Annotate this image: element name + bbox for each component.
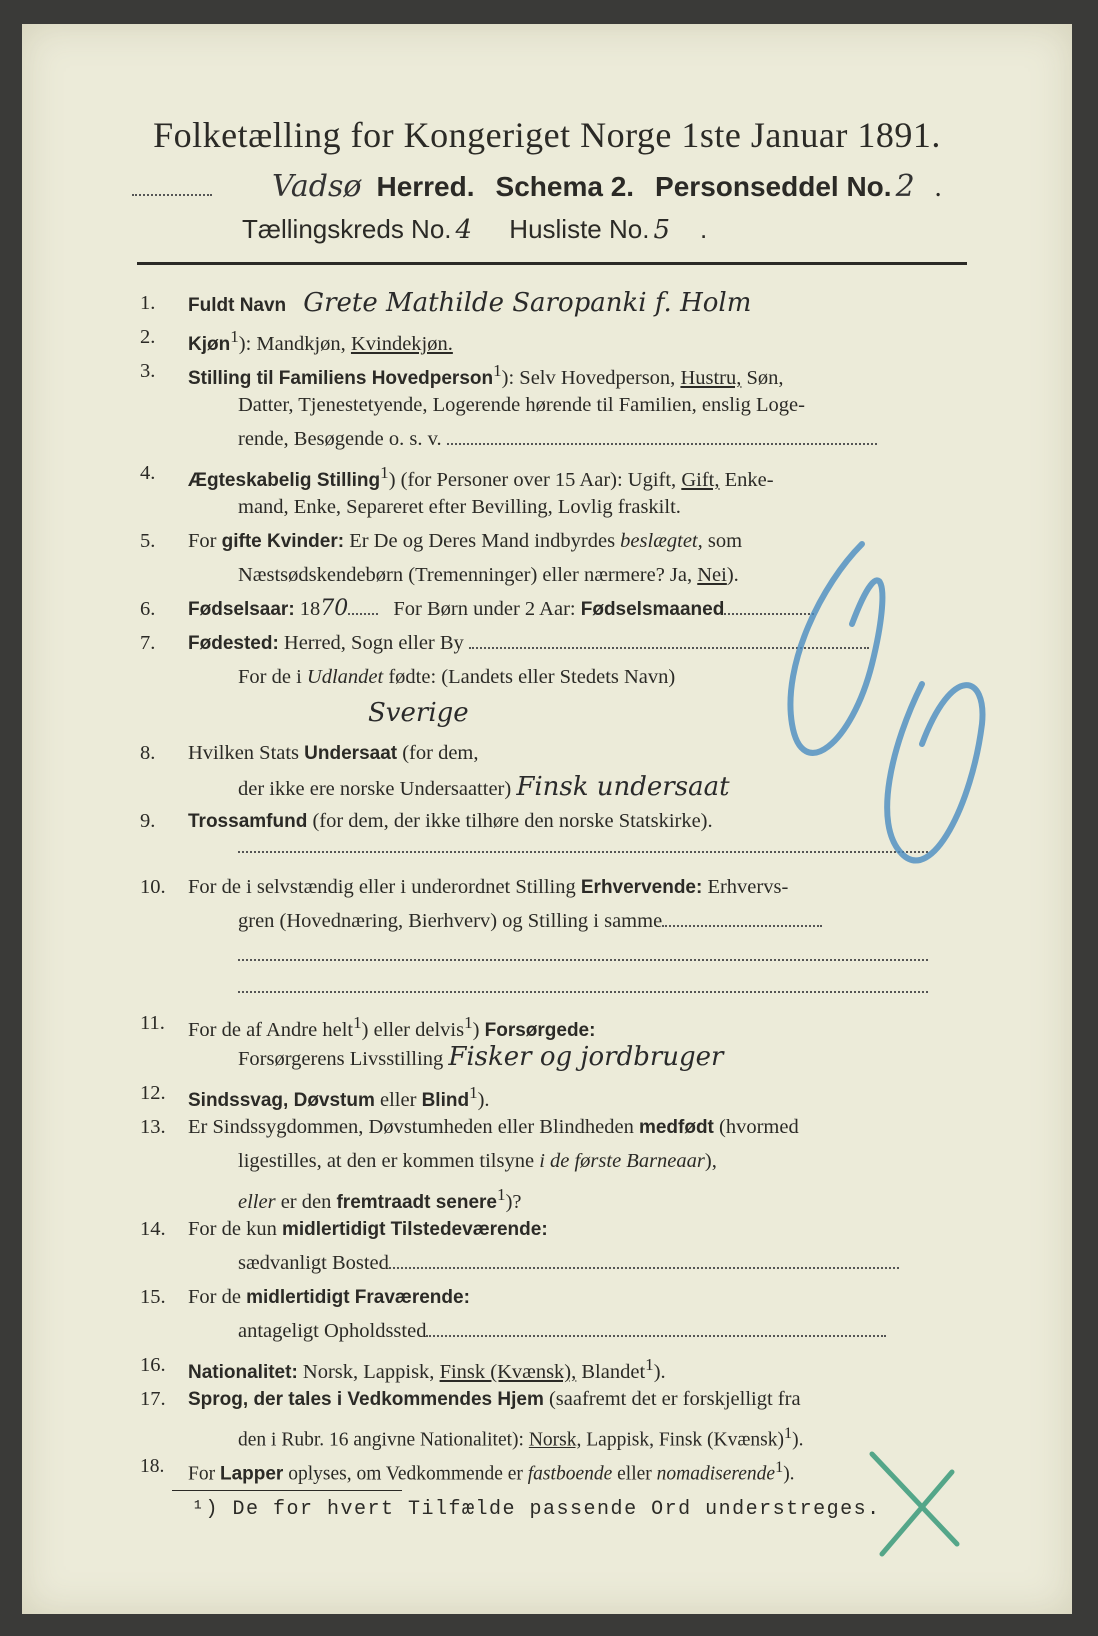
item-text: Enke- xyxy=(724,468,774,491)
item-text: For de kun xyxy=(188,1218,277,1240)
item-text: For xyxy=(188,530,217,552)
item-label: Erhvervende: xyxy=(580,877,703,898)
item-number: 3. xyxy=(140,360,156,382)
item-text: oplyses, om Vedkommende er xyxy=(288,1463,523,1485)
personseddel-value: 2 xyxy=(895,169,915,204)
item-text: )? xyxy=(505,1190,522,1213)
item-label: Fødselsaar: xyxy=(188,599,295,620)
item-text: 18 xyxy=(299,598,321,620)
item-number: 9. xyxy=(140,810,156,832)
item-text: Norsk, Lappisk, xyxy=(302,1360,435,1383)
item-text: er den xyxy=(280,1190,332,1213)
husliste-label: Husliste No. xyxy=(509,214,650,244)
item-number: 13. xyxy=(140,1116,166,1138)
selected-option: Kvindekjøn. xyxy=(350,332,453,355)
full-name-value: Grete Mathilde Saropanki f. Holm xyxy=(303,288,752,318)
item-number: 14. xyxy=(140,1218,166,1240)
item-label: gifte Kvinder: xyxy=(221,531,345,552)
item-number: 18. xyxy=(140,1456,165,1477)
item-text: ligestilles, at den er kommen tilsyne xyxy=(238,1150,535,1172)
birthplace-value: Sverige xyxy=(368,698,469,728)
item-text: ) xyxy=(472,1018,480,1041)
item-label: Fuldt Navn xyxy=(188,295,287,316)
herred-line: Vadsø Herred. Schema 2. Personseddel No. 2 . xyxy=(132,169,942,204)
item-text: Datter, Tjenestetyende, Logerende hørende til Familien, enslig Loge- xyxy=(238,394,805,416)
item-text: For de xyxy=(188,1286,241,1308)
item-number: 2. xyxy=(140,326,156,348)
item-text: antageligt Opholdssted xyxy=(238,1320,427,1342)
item-number: 15. xyxy=(140,1286,166,1308)
item-label: midlertidigt Tilstedeværende: xyxy=(281,1219,548,1240)
item-number: 17. xyxy=(140,1388,166,1410)
item-text: fastboende xyxy=(527,1463,613,1485)
item-text: Forsørgerens Livsstilling xyxy=(238,1048,444,1070)
herred-value: Vadsø xyxy=(272,169,362,204)
selected-option: Finsk (Kvænsk), xyxy=(439,1360,577,1383)
item-label: Trossamfund xyxy=(188,811,308,832)
item-text: gren (Hovednæring, Bierhverv) og Stilling i samme xyxy=(238,910,663,932)
item-text: beslægtet, xyxy=(620,530,703,552)
herred-label: Herred. xyxy=(376,171,475,202)
selected-option: Gift, xyxy=(681,468,720,491)
item-text: Erhvervs- xyxy=(707,876,789,898)
item-text: ). xyxy=(653,1360,666,1383)
citizenship-value: Finsk undersaat xyxy=(516,772,730,802)
item-label: Fødselsmaaned xyxy=(580,599,725,620)
item-number: 16. xyxy=(140,1354,166,1376)
item-number: 8. xyxy=(140,742,156,764)
item-number: 1. xyxy=(140,292,156,314)
item-text: (hvormed xyxy=(719,1116,799,1138)
item-text: Søn, xyxy=(746,366,784,389)
item-text: Er De og Deres Mand indbyrdes xyxy=(349,530,616,552)
item-label: midlertidigt Fraværende: xyxy=(246,1287,470,1308)
provider-occupation-value: Fisker og jordbruger xyxy=(448,1042,724,1072)
footnote: ¹) De for hvert Tilfælde passende Ord understreges. xyxy=(192,1498,881,1521)
item-label: Sprog, der tales i Vedkommendes Hjem xyxy=(188,1389,544,1410)
birth-year-value: 70 xyxy=(320,596,349,621)
item-label: Stilling til Familiens Hovedperson xyxy=(188,367,494,389)
item-text: For Børn under 2 Aar: xyxy=(393,598,576,620)
item-text: mand, Enke, Separeret efter Bevilling, Lovlig fraskilt. xyxy=(238,496,681,518)
item-text: den i Rubr. 16 angivne Nationalitet): xyxy=(238,1429,524,1451)
item-text: Er Sindssygdommen, Døvstumheden eller Blindheden xyxy=(188,1116,634,1138)
item-label: Forsørgede: xyxy=(484,1019,596,1041)
item-label: Undersaat xyxy=(304,743,398,764)
item-text: i de første Barneaar xyxy=(539,1150,705,1172)
item-label: Fødested: xyxy=(188,633,279,654)
item-text: Lappisk, Finsk (Kvænsk) xyxy=(586,1429,784,1451)
item-text: Næstsødskendebørn (Tremenninger) eller nærmere? Ja, xyxy=(238,564,693,586)
item-number: 12. xyxy=(140,1082,166,1104)
item-text: Hvilken Stats xyxy=(188,742,300,764)
kreds-line: Tællingskreds No. 4 Husliste No. 5 . xyxy=(242,214,708,245)
item-label: fremtraadt senere xyxy=(336,1191,498,1213)
item-number: 11. xyxy=(140,1012,165,1034)
item-text: rende, Besøgende o. s. v. xyxy=(238,428,442,450)
item-text: For xyxy=(188,1463,216,1485)
husliste-value: 5 xyxy=(653,215,670,245)
item-label: Blind xyxy=(421,1089,470,1111)
item-number: 7. xyxy=(140,632,156,654)
schema-label: Schema 2. xyxy=(495,171,635,202)
item-text: (saafremt det er forskjelligt fra xyxy=(548,1388,801,1410)
item-label: Nationalitet: xyxy=(188,1361,298,1383)
item-number: 10. xyxy=(140,876,166,898)
item-label: Kjøn xyxy=(188,333,231,355)
item-text: ). xyxy=(783,1463,795,1485)
item-text: ). xyxy=(477,1088,490,1111)
item-text: ). xyxy=(726,564,739,586)
selected-option: Nei xyxy=(697,564,727,586)
kreds-label: Tællingskreds No. xyxy=(242,214,452,244)
item-text: Herred, Sogn eller By xyxy=(283,632,464,654)
item-text: For de i selvstændig eller i underordnet Stilling xyxy=(188,876,576,898)
item-text: (for dem, xyxy=(402,742,479,764)
item-number: 5. xyxy=(140,530,156,552)
green-cross-mark xyxy=(872,1454,957,1554)
personseddel-label: Personseddel No. xyxy=(655,171,892,202)
item-text: ) eller delvis xyxy=(361,1018,465,1041)
item-text: ): Selv Hovedperson, xyxy=(501,366,676,389)
item-text: fødte: (Landets eller Stedets Navn) xyxy=(388,666,676,688)
form-title: Folketælling for Kongeriget Norge 1ste Januar 1891. xyxy=(153,115,941,155)
item-text: Udlandet xyxy=(306,666,384,688)
item-text: eller xyxy=(238,1190,276,1213)
item-text: som xyxy=(707,530,743,552)
selected-option: Norsk, xyxy=(528,1429,582,1451)
item-number: 4. xyxy=(140,462,156,484)
pencil-marks xyxy=(22,24,1072,1614)
item-text: ) (for Personer over 15 Aar): Ugift, xyxy=(388,468,677,491)
item-label: Lapper xyxy=(219,1463,284,1485)
item-text: (for dem, der ikke tilhøre den norske Statskirke). xyxy=(312,810,713,832)
item-text: eller xyxy=(617,1463,652,1485)
item-label: Sindssvag, Døvstum xyxy=(188,1089,375,1111)
selected-option: Hustru, xyxy=(680,366,742,389)
item-label: Ægteskabelig Stilling xyxy=(188,469,381,491)
item-number: 6. xyxy=(140,598,156,620)
item-text: ). xyxy=(792,1429,804,1451)
item-text: For de i xyxy=(238,666,302,688)
blue-pencil-scribble xyxy=(790,544,982,860)
census-form: Folketælling for Kongeriget Norge 1ste Januar 1891. Vadsø Herred. Schema 2. Personseddel No. 2 . Tællingskreds No. 4 Husliste No. 5 . 1. Fuldt Navn Grete Mathilde Saropanki f. Holm 2. Kjøn$^1$): Mandkjøn, Kvindekjøn. 3. Stilling til Familiens Hovedperson$^1$): Selv Hovedperson, Hustru, Søn, Datter, Tjenestetyende, Logerende hørende til Familien, enslig Loge- rende, Besøgende o. s. v. 4. Ægteskabelig Stilling$^1$) (for Personer over 15 Aar): Ugift, Gift, Enke- mand, Enke, Separeret efter Bevilling, Lovlig fraskilt. 5. For gifte Kvinder: Er De og Deres Mand indbyrdes beslægtet, som Næstsødskendebørn (Tremenninger) eller nærmere? Ja, Nei). 6. Fødselsaar: 1870 For Børn under 2 Aar: Fødselsmaaned 7. Fødested: Herred, Sogn eller By For de i Udlandet fødte: (Landets eller Stedets Navn) Sverige 8. Hvilken Stats Undersaat (for dem, der ikke ere norske Undersaatter) Finsk undersaat 9. Trossamfund (for dem, der ikke tilhøre den norske Statskirke). 10. For de i selvstændig eller i underordnet Stilling Erhvervende: Erhvervs- gren (Hovednæring, Bierhverv) og Stilling i samme 11. For de af Andre helt$^1$) eller delvis$^1$) Forsørgede: Forsørgerens Livsstilling Fisker og jordbruger 12. Sindssvag, Døvstum eller Blind$^1$). 13. Er Sindssygdommen, Døvstumheden eller Blindheden medfødt (hvormed ligestilles, at den er kommen tilsyne i de første Barneaar), eller er den fremtraadt senere$^1$)? 14. For de kun midlertidigt Tilstedeværende: sædvanligt Bosted 15. For de midlertidigt Fraværende: antageligt Opholdssted 16. Nationalitet: Norsk, Lappisk, Finsk (Kvænsk), Blandet$^1$). 17. Sprog, der tales i Vedkommendes Hjem (saafremt det er forskjelligt fra den i Rubr. 16 angivne Nationalitet): Norsk, Lappisk, Finsk (Kvænsk)$^1$). 18. For Lapper oplyses, om Vedkommende er fastboende eller nomadiserende$^1$). ¹) De for hvert Tilfælde passende Ord understreges. xyxy=(22,24,1072,1614)
item-text: For de af Andre helt xyxy=(188,1018,354,1041)
item-label: medfødt xyxy=(638,1117,714,1138)
item-text: eller xyxy=(380,1088,417,1111)
item-text: der ikke ere norske Undersaatter) xyxy=(238,778,512,800)
item-text: nomadiserende xyxy=(656,1463,776,1485)
kreds-value: 4 xyxy=(455,215,473,245)
item-text: sædvanligt Bosted xyxy=(238,1252,389,1274)
item-text: ): Mandkjøn, xyxy=(238,332,346,355)
footnote-mark: 1 xyxy=(230,327,239,346)
item-text: Blandet xyxy=(581,1360,646,1383)
